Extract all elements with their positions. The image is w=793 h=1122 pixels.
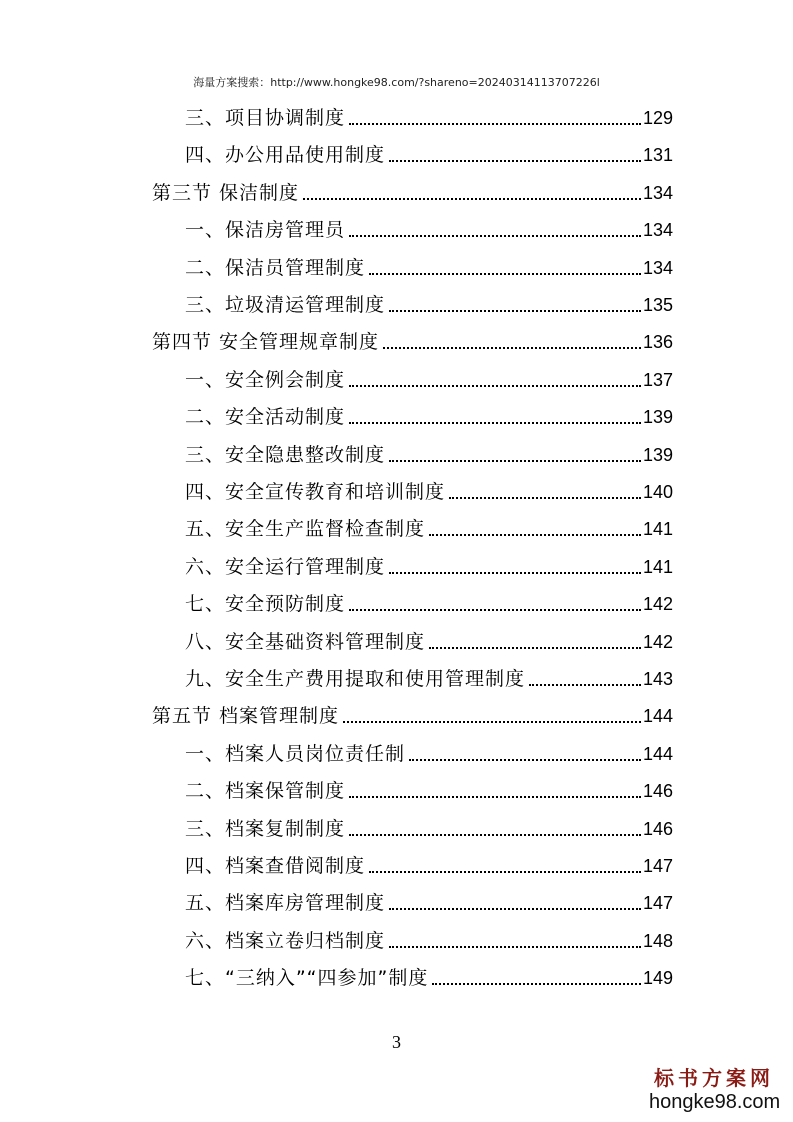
watermark-logo <box>649 1066 779 1114</box>
toc-entry-page: 142 <box>642 631 673 652</box>
toc-leader-dots <box>389 310 641 312</box>
toc-subsection-entry[interactable] <box>185 362 673 392</box>
toc-entry-page: 134 <box>642 182 673 203</box>
toc-entry-page: 141 <box>642 556 673 577</box>
toc-subsection-entry[interactable] <box>185 923 673 953</box>
toc-leader-dots <box>529 684 641 686</box>
toc-leader-dots <box>389 908 641 910</box>
toc-entry-page: 140 <box>642 482 673 502</box>
watermark-brand: 标书方案网 <box>654 1066 774 1090</box>
toc-leader-dots <box>389 572 641 574</box>
toc-entry-label: 四、安全宣传教育和培训制度 <box>185 481 446 503</box>
toc-subsection-entry[interactable] <box>185 773 673 803</box>
toc-entry-page: 147 <box>642 856 673 876</box>
toc-subsection-entry[interactable] <box>185 474 673 504</box>
toc-entry-page: 134 <box>642 257 673 278</box>
toc-leader-dots <box>349 796 641 798</box>
toc-entry-label: 三、垃圾清运管理制度 <box>185 294 386 316</box>
toc-subsection-entry[interactable] <box>185 137 673 167</box>
toc-subsection-entry[interactable] <box>185 100 673 130</box>
toc-leader-dots <box>429 534 641 536</box>
toc-subsection-entry[interactable] <box>185 250 673 280</box>
toc-entry-label: 六、安全运行管理制度 <box>185 555 386 578</box>
toc-leader-dots <box>389 946 641 948</box>
toc-subsection-entry[interactable] <box>185 586 673 616</box>
toc-leader-dots <box>449 497 641 499</box>
toc-entry-page: 149 <box>642 968 673 989</box>
toc-entry-label: 七、安全预防制度 <box>185 593 346 616</box>
toc-entry-page: 137 <box>642 369 673 390</box>
toc-subsection-entry[interactable] <box>185 549 673 579</box>
toc-subsection-entry[interactable] <box>185 848 673 878</box>
toc-entry-label: 二、保洁员管理制度 <box>185 256 366 279</box>
toc-leader-dots <box>369 273 641 275</box>
toc-leader-dots <box>429 647 641 649</box>
toc-leader-dots <box>389 460 641 462</box>
toc-entry-page: 141 <box>642 519 673 540</box>
toc-entry-label: 一、保洁房管理员 <box>185 219 346 242</box>
toc-leader-dots <box>383 347 641 349</box>
toc-entry-label: 八、安全基础资料管理制度 <box>185 630 426 653</box>
watermark-url: hongke98.com <box>649 1091 781 1113</box>
toc-entry-label: 六、档案立卷归档制度 <box>185 929 386 952</box>
header-source-note: 海量方案搜索：http://www.hongke98.com/?shareno=20240314113707226l <box>193 76 600 89</box>
toc-entry-label: 二、安全活动制度 <box>185 406 346 429</box>
toc-entry-label: 五、安全生产监督检查制度 <box>185 518 426 541</box>
toc-entry-label: 一、档案人员岗位责任制 <box>185 742 406 765</box>
toc-subsection-entry[interactable] <box>185 437 673 467</box>
toc-section-entry[interactable] <box>152 324 673 354</box>
toc-subsection-entry[interactable] <box>185 287 673 317</box>
toc-entry-page: 136 <box>642 332 673 353</box>
toc-entry-page: 129 <box>642 108 673 128</box>
toc-subsection-entry[interactable] <box>185 399 673 429</box>
toc-leader-dots <box>409 759 641 761</box>
toc-leader-dots <box>303 198 641 200</box>
toc-subsection-entry[interactable] <box>185 624 673 654</box>
toc-subsection-entry[interactable] <box>185 661 673 691</box>
toc-entry-page: 139 <box>642 407 673 428</box>
toc-section-entry[interactable] <box>152 698 673 728</box>
toc-leader-dots <box>349 609 641 611</box>
toc-entry-page: 139 <box>642 444 673 465</box>
toc-entry-page: 148 <box>642 930 673 951</box>
toc-entry-page: 147 <box>642 893 673 914</box>
toc-entry-page: 144 <box>642 743 673 764</box>
page-number: 3 <box>392 1032 401 1052</box>
toc-section-entry[interactable] <box>152 175 673 205</box>
toc-leader-dots <box>432 983 641 985</box>
toc-entry-label: 一、安全例会制度 <box>185 368 346 391</box>
toc-entry-page: 142 <box>642 594 673 615</box>
toc-entry-label: 五、档案库房管理制度 <box>185 892 386 915</box>
toc-leader-dots <box>349 235 641 237</box>
toc-entry-label: 三、安全隐患整改制度 <box>185 443 386 466</box>
toc-leader-dots <box>369 871 641 873</box>
toc-leader-dots <box>349 834 641 836</box>
toc-entry-page: 146 <box>642 818 673 839</box>
toc-entry-label: 四、档案查借阅制度 <box>185 855 366 877</box>
toc-entry-label: 四、办公用品使用制度 <box>185 144 386 167</box>
toc-subsection-entry[interactable] <box>185 885 673 915</box>
toc-leader-dots <box>389 160 641 162</box>
toc-entry-label: 七、“三纳入”“四参加”制度 <box>185 967 429 990</box>
toc-entry-label: 三、档案复制制度 <box>185 817 346 840</box>
toc-entry-page: 146 <box>642 781 673 802</box>
toc-entry-label: 三、项目协调制度 <box>185 107 346 129</box>
toc-subsection-entry[interactable] <box>185 736 673 766</box>
toc-entry-page: 143 <box>642 669 673 689</box>
toc-leader-dots <box>349 385 641 387</box>
toc-entry-label: 第五节 档案管理制度 <box>152 705 340 728</box>
toc-entry-page: 134 <box>642 220 673 241</box>
toc-subsection-entry[interactable] <box>185 212 673 242</box>
toc-entry-label: 第三节 保洁制度 <box>152 181 300 204</box>
toc-leader-dots <box>349 422 641 424</box>
toc-subsection-entry[interactable] <box>185 811 673 841</box>
toc-entry-page: 135 <box>642 295 673 315</box>
toc-subsection-entry[interactable] <box>185 511 673 541</box>
toc-leader-dots <box>343 721 641 723</box>
toc-entry-label: 二、档案保管制度 <box>185 780 346 803</box>
toc-leader-dots <box>349 123 641 125</box>
toc-subsection-entry[interactable] <box>185 960 673 990</box>
toc-entry-page: 144 <box>642 706 673 727</box>
toc-entry-label: 第四节 安全管理规章制度 <box>152 331 380 354</box>
toc-entry-label: 九、安全生产费用提取和使用管理制度 <box>185 668 526 690</box>
toc-entry-page: 131 <box>642 145 673 166</box>
